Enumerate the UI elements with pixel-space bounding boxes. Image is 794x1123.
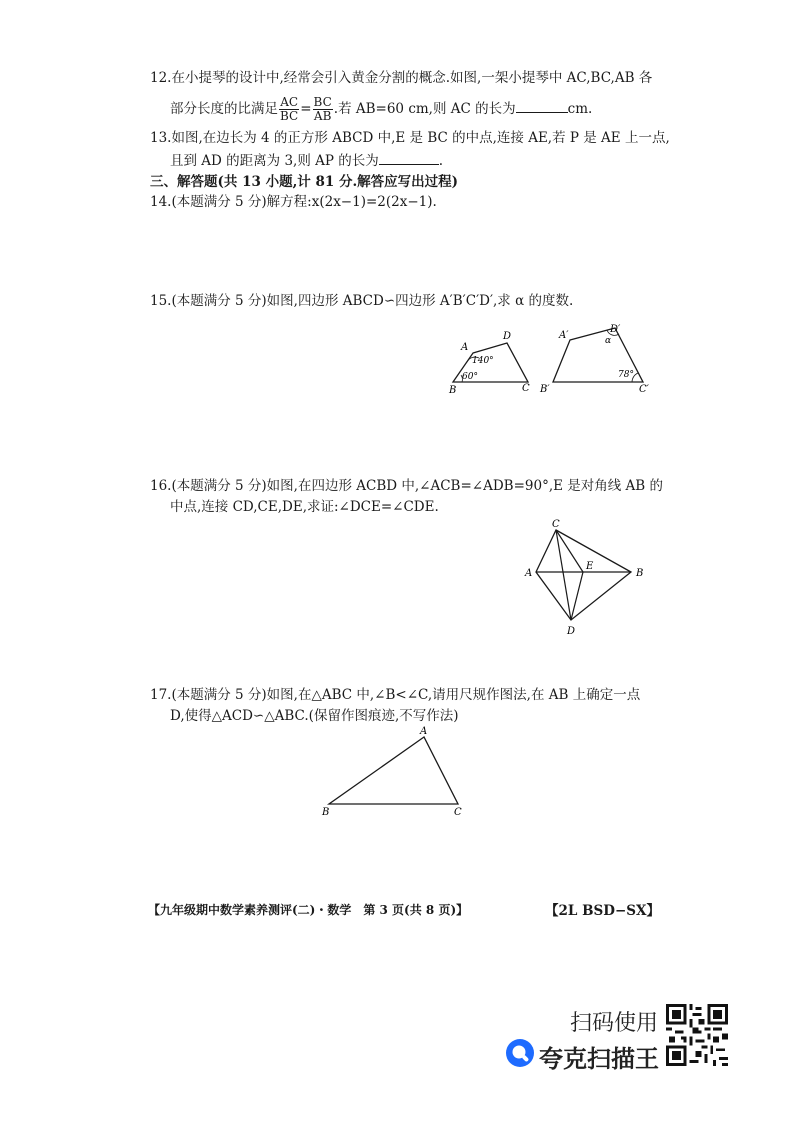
q12-fraction-2 bbox=[313, 96, 333, 123]
q17-line1: 17.(本题满分 5 分)如图,在△ABC 中,∠B<∠C,请用尺规作图法,在 AB 上确定一点 bbox=[150, 687, 641, 703]
qr-code-icon[interactable] bbox=[666, 1004, 728, 1066]
q12-unit: cm. bbox=[567, 101, 593, 117]
q13-end: . bbox=[438, 153, 444, 169]
q12-line1: 12.在小提琴的设计中,经常会引入黄金分割的概念.如图,一架小提琴中 AC,BC,AB 各 bbox=[150, 70, 653, 86]
q14-text: 14.(本题满分 5 分)解方程:x(2x−1)=2(2x−1). bbox=[150, 194, 437, 210]
q16-quad-acbd bbox=[536, 530, 631, 620]
section-3-title: 三、解答题(共 13 小题,计 81 分.解答应写出过程) bbox=[150, 174, 459, 190]
q16-label-c: C bbox=[552, 519, 560, 530]
q15-angle-c-prime-label: 78° bbox=[618, 370, 634, 380]
q16-label-b: B bbox=[636, 568, 644, 579]
q16-line1: 16.(本题满分 5 分)如图,在四边形 ACBD 中,∠ACB=∠ADB=90°,E 是对角线 AB 的 bbox=[150, 478, 664, 494]
q15-label-a-prime: A′ bbox=[559, 330, 569, 341]
page-footer-left: 【九年级期中数学素养测评(二)・数学 第 3 页(共 8 页)】 bbox=[148, 903, 469, 917]
q16-segment-de bbox=[571, 572, 583, 620]
q17-label-a: A bbox=[420, 726, 428, 737]
scanner-brand: 夸克扫描王 bbox=[539, 1045, 659, 1073]
q16-figure bbox=[518, 516, 648, 640]
page-footer-code: 【2L BSD−SX】 bbox=[545, 903, 660, 919]
q12-frac1-numerator: AC bbox=[280, 95, 299, 109]
q13-line2 bbox=[170, 150, 443, 171]
q15-label-c-prime: C′ bbox=[639, 384, 649, 395]
q13-answer-blank[interactable] bbox=[379, 150, 439, 165]
q16-segment-cd bbox=[556, 530, 571, 620]
q17-label-b: B bbox=[322, 807, 330, 818]
q12-answer-blank[interactable] bbox=[516, 98, 568, 113]
q15-alpha-label: α bbox=[605, 336, 612, 346]
q16-label-a: A bbox=[525, 568, 533, 579]
q15-label-c: C bbox=[522, 383, 530, 394]
q15-label-b-prime: B′ bbox=[540, 384, 550, 395]
q15-angle-a-label: 140° bbox=[472, 356, 494, 366]
q13-line2-text: 且到 AD 的距离为 3,则 AP 的长为 bbox=[170, 153, 379, 169]
q15-label-d: D bbox=[503, 331, 512, 342]
q15-label-d-prime: D′ bbox=[610, 324, 621, 335]
q17-figure bbox=[318, 724, 468, 820]
q12-frac1-denominator: BC bbox=[280, 109, 299, 123]
q17-line2: D,使得△ACD∽△ABC.(保留作图痕迹,不写作法) bbox=[170, 708, 459, 724]
q12-frac2-numerator: BC bbox=[313, 95, 332, 109]
q12-line2-pre: 部分长度的比满足 bbox=[170, 101, 278, 117]
q17-label-c: C bbox=[454, 807, 462, 818]
q16-label-e: E bbox=[586, 561, 594, 572]
q16-label-d: D bbox=[567, 626, 576, 637]
q12-equals: = bbox=[300, 101, 312, 117]
q15-label-a: A bbox=[461, 342, 469, 353]
q15-text: 15.(本题满分 5 分)如图,四边形 ABCD∽四边形 A′B′C′D′,求 α 的度数. bbox=[150, 293, 574, 309]
q12-fraction-1 bbox=[279, 96, 299, 123]
scanner-caption: 扫码使用 bbox=[570, 1011, 659, 1036]
q12-line2-post: .若 AB=60 cm,则 AC 的长为 bbox=[333, 101, 516, 117]
quark-logo-icon bbox=[505, 1038, 535, 1068]
q13-line1: 13.如图,在边长为 4 的正方形 ABCD 中,E 是 BC 的中点,连接 AE,若 P 是 AE 上一点, bbox=[150, 130, 670, 146]
q17-triangle-abc bbox=[329, 737, 458, 804]
q15-figure bbox=[440, 322, 660, 398]
q12-line2 bbox=[170, 94, 592, 124]
q15-angle-b-label: 60° bbox=[462, 372, 478, 382]
q12-frac2-denominator: AB bbox=[313, 109, 332, 123]
q15-label-b: B bbox=[449, 385, 457, 396]
q16-line2: 中点,连接 CD,CE,DE,求证:∠DCE=∠CDE. bbox=[170, 499, 439, 515]
